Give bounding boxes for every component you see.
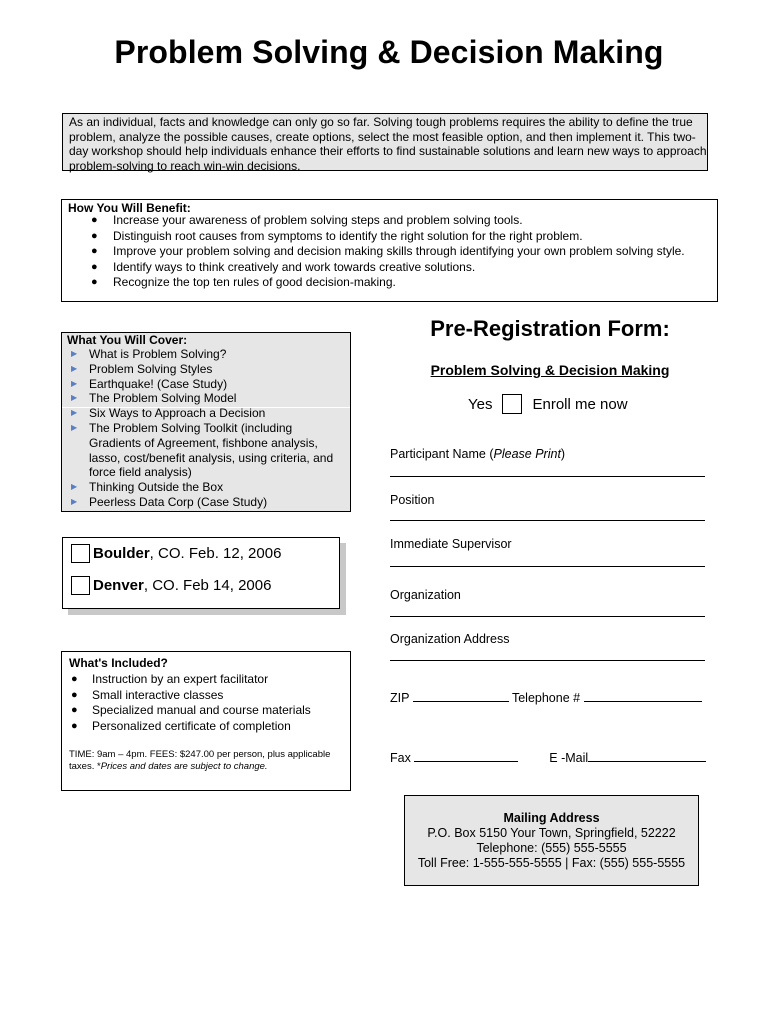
date-city: Boulder: [93, 544, 150, 562]
mailing-tollfree: Toll Free: 1-555-555-5555 | Fax: (555) 555-5555: [417, 856, 686, 870]
denver-checkbox[interactable]: [71, 576, 90, 595]
bullet-icon: ●: [91, 276, 98, 289]
bullet-icon: ●: [91, 245, 98, 258]
enroll-label: Enroll me now: [532, 395, 628, 413]
cover-list: [62, 347, 339, 510]
supervisor-label: Immediate Supervisor: [390, 537, 512, 551]
intro-box: As an individual, facts and knowledge can only go so far. Solving tough problems requires the ability to define the true problem, analyze the possible causes, create options, select the most feasible option, and then implement it. This two-day workshop should help individuals enhance their efforts to find sustainable solutions and learn new ways to approach problem-solving to reach win-win decisions.: [62, 113, 708, 171]
list-item: ▶ Problem Solving Styles: [71, 361, 213, 376]
list-item: ▶ Six Ways to Approach a Decision: [71, 406, 266, 421]
list-item: ▶ The Problem Solving Model: [71, 391, 237, 406]
list-item: ▶ Earthquake! (Case Study): [71, 376, 228, 391]
triangle-bullet-icon: ▶: [71, 482, 78, 492]
list-item: ● Personalized certificate of completion: [71, 719, 291, 734]
cover-heading: What You Will Cover:: [67, 333, 188, 347]
mailing-telephone: Telephone: (555) 555-5555: [476, 841, 627, 855]
triangle-bullet-icon: ▶: [71, 422, 78, 432]
zip-label: ZIP: [390, 691, 410, 705]
triangle-bullet-icon: ▶: [71, 363, 78, 373]
bullet-icon: ●: [71, 720, 78, 733]
list-item: ● Increase your awareness of problem solving steps and problem solving tools.: [91, 213, 523, 227]
benefit-list: [62, 213, 685, 291]
triangle-bullet-icon: ▶: [71, 393, 78, 403]
participant-name-label: Participant Name (Please Print): [390, 447, 566, 461]
page-title: Problem Solving & Decision Making: [114, 34, 664, 70]
organization-field[interactable]: [390, 616, 705, 617]
email-label: E -Mail: [549, 751, 589, 765]
benefit-heading: How You Will Benefit:: [68, 201, 191, 215]
position-label: Position: [390, 493, 435, 507]
bullet-icon: ●: [71, 688, 78, 701]
bullet-icon: ●: [71, 673, 78, 685]
triangle-bullet-icon: ▶: [71, 496, 78, 506]
bullet-icon: ●: [91, 229, 98, 242]
dates-box: [62, 537, 340, 609]
zip-field[interactable]: [413, 691, 509, 702]
telephone-field[interactable]: [584, 691, 702, 702]
triangle-bullet-icon: ▶: [71, 408, 78, 418]
supervisor-field[interactable]: [390, 566, 705, 567]
triangle-bullet-icon: ▶: [71, 378, 78, 388]
list-item: ▶ What is Problem Solving?: [71, 347, 227, 361]
cover-box: [61, 332, 351, 512]
bullet-icon: ●: [91, 214, 98, 226]
date-detail: , CO. Feb. 12, 2006: [149, 544, 282, 562]
included-box: [61, 651, 351, 791]
mailing-address: P.O. Box 5150 Your Town, Springfield, 52222: [427, 826, 676, 840]
date-option-boulder: [71, 542, 281, 564]
organization-address-field[interactable]: [390, 660, 705, 661]
list-item: ● Recognize the top ten rules of good decision-making.: [91, 275, 396, 290]
organization-address-label: Organization Address: [390, 632, 510, 646]
form-course-title: Problem Solving & Decision Making: [430, 362, 670, 378]
included-heading: What's Included?: [69, 656, 168, 670]
list-item: ● Small interactive classes: [71, 687, 224, 702]
list-item: ▶ Peerless Data Corp (Case Study): [71, 494, 268, 509]
boulder-checkbox[interactable]: [71, 544, 90, 563]
date-detail: , CO. Feb 14, 2006: [143, 576, 272, 594]
time-fees-text: TIME: 9am – 4pm. FEES: $247.00 per person, plus applicable taxes. *Prices and dates are subject to change.: [69, 749, 331, 772]
email-field[interactable]: [588, 751, 706, 762]
bullet-icon: ●: [71, 704, 78, 717]
organization-label: Organization: [390, 588, 461, 602]
telephone-label: Telephone #: [511, 691, 581, 705]
list-item: ● Identify ways to think creatively and work towards creative solutions.: [91, 259, 476, 274]
bullet-icon: ●: [91, 260, 98, 273]
mailing-address-box: [404, 795, 699, 886]
date-option-denver: [71, 574, 271, 596]
date-city: Denver: [93, 576, 144, 594]
list-item: ● Specialized manual and course materials: [71, 703, 311, 718]
triangle-bullet-icon: ▶: [71, 349, 78, 358]
position-field[interactable]: [390, 520, 705, 521]
enroll-row: [468, 393, 628, 415]
yes-label: Yes: [468, 395, 493, 413]
list-item: ● Improve your problem solving and decision making skills through identifying your own problem solving style.: [91, 244, 685, 259]
list-item: ▶ The Problem Solving Toolkit (including Gradients of Agreement, fishbone analysis, lasso, cost/benefit analysis, using criteria, and force field analysis): [71, 420, 334, 480]
fax-field[interactable]: [414, 751, 518, 762]
mailing-heading: Mailing Address: [503, 811, 600, 825]
fax-label: Fax: [390, 751, 411, 765]
included-list: [62, 672, 311, 735]
list-item: ● Instruction by an expert facilitator: [71, 672, 269, 686]
list-item: ● Distinguish root causes from symptoms to identify the right solution for the right problem.: [91, 228, 583, 243]
benefit-box: [61, 199, 718, 302]
form-heading: Pre-Registration Form:: [430, 316, 670, 341]
list-item: ▶ Thinking Outside the Box: [71, 480, 224, 495]
zip-telephone-row: [390, 691, 702, 705]
participant-name-field[interactable]: [390, 476, 705, 477]
disclaimer-text: Prices and dates are subject to change.: [100, 761, 268, 772]
fax-email-row: [390, 751, 706, 765]
enroll-checkbox[interactable]: [502, 394, 522, 414]
